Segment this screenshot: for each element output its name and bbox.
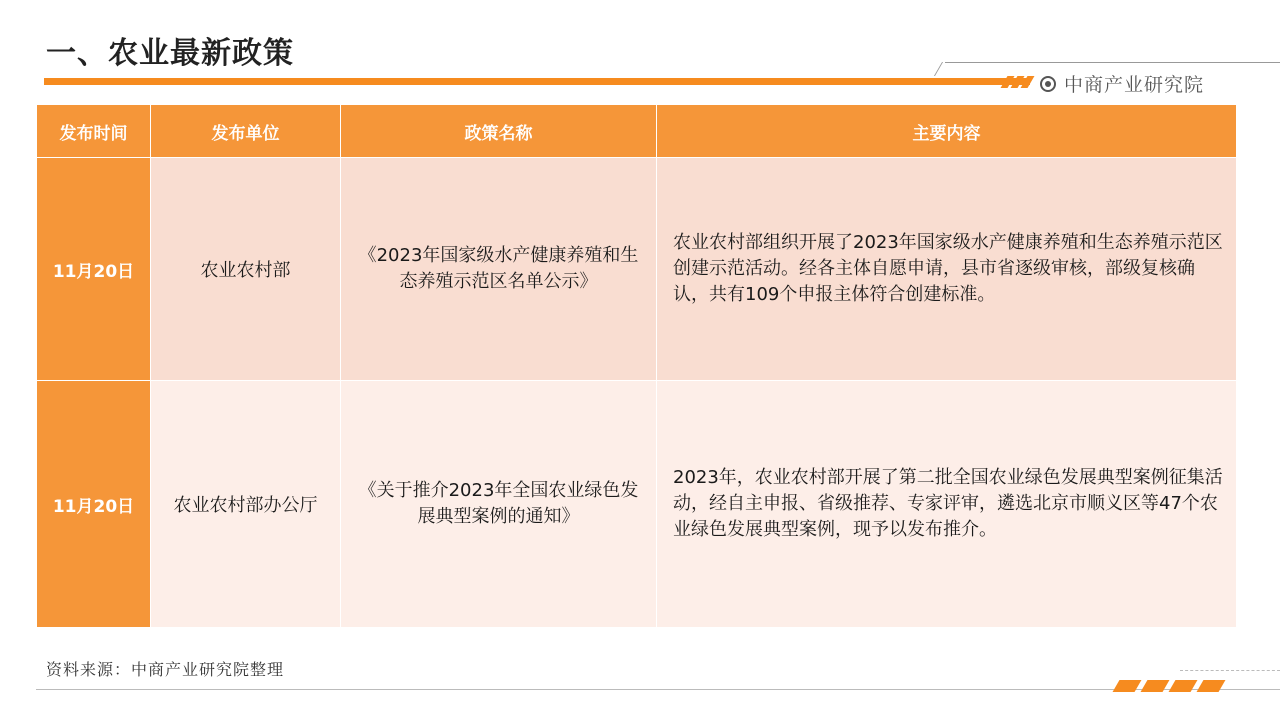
table-header-row: [37, 105, 1237, 158]
table-row: [37, 381, 1237, 628]
header-divider-line: [945, 62, 1280, 63]
header-date: 发布时间: [37, 105, 151, 158]
brand-name: 中商产业研究院: [1064, 74, 1205, 96]
policy-table: [36, 104, 1237, 628]
table-row: [37, 158, 1237, 381]
cell-date: 11月20日: [37, 381, 151, 628]
cell-unit: 农业农村部办公厅: [151, 381, 341, 628]
footer-accent-stripes: [1110, 680, 1240, 692]
cell-content: 2023年，农业农村部开展了第二批全国农业绿色发展典型案例征集活动，经自主申报、省级推荐、专家评审，遴选北京市顺义区等47个农业绿色发展典型案例，现予以发布推介。: [657, 381, 1237, 628]
header-policy-name: 政策名称: [341, 105, 657, 158]
header-content: 主要内容: [657, 105, 1237, 158]
cell-unit: 农业农村部: [151, 158, 341, 381]
footer-divider-line: [36, 689, 1280, 690]
cell-content: 农业农村部组织开展了2023年国家级水产健康养殖和生态养殖示范区创建示范活动。经各主体自愿申请，县市省逐级审核，部级复核确认，共有109个申报主体符合创建标准。: [657, 158, 1237, 381]
source-note: 资料来源：中商产业研究院整理: [46, 660, 285, 679]
cell-date: 11月20日: [37, 158, 151, 381]
brand-logo: [1040, 70, 1204, 97]
header-divider-slant: [934, 62, 943, 76]
footer-dashed-line: [1180, 670, 1280, 671]
header-unit: 发布单位: [151, 105, 341, 158]
title-accent-bar: [44, 78, 1030, 85]
cell-policy-name: 《关于推介2023年全国农业绿色发展典型案例的通知》: [341, 381, 657, 628]
accent-stripes: [1000, 76, 1032, 88]
page-title: 一、农业最新政策: [46, 36, 294, 71]
cell-policy-name: 《2023年国家级水产健康养殖和生态养殖示范区名单公示》: [341, 158, 657, 381]
brand-circle-icon: [1040, 76, 1056, 92]
